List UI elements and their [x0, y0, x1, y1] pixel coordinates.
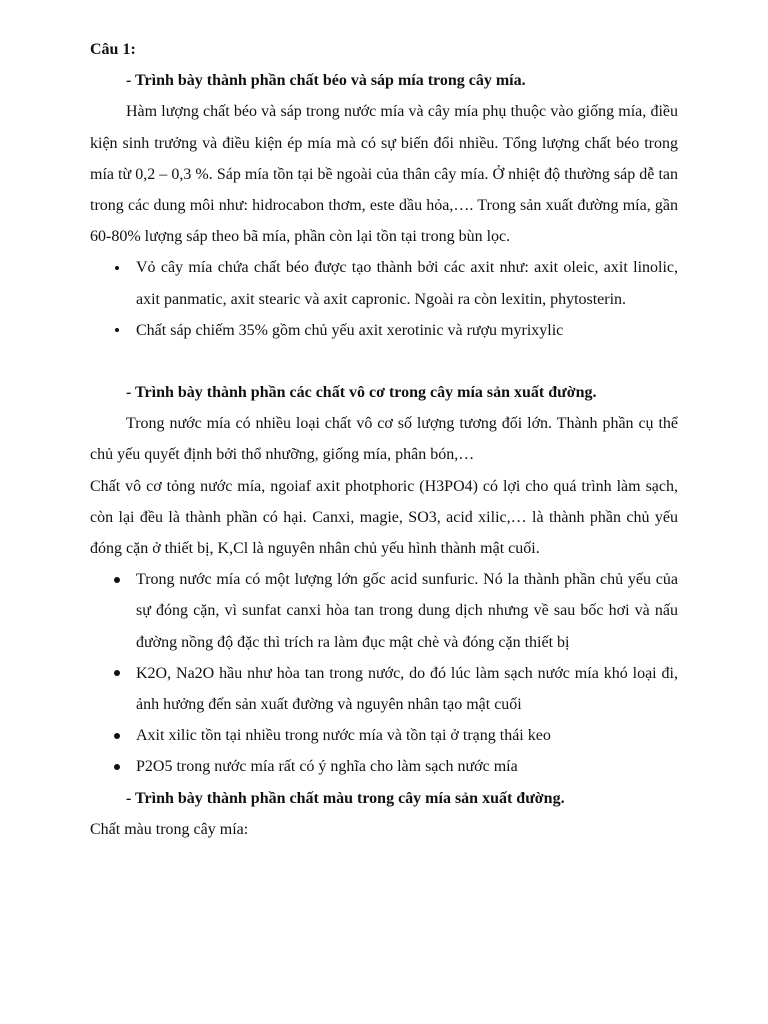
section1-bullet-list	[90, 252, 678, 346]
section1-heading: - Trình bày thành phần chất béo và sáp mía trong cây mía.	[126, 72, 526, 90]
bullet-icon	[112, 564, 122, 595]
list-item-text: K2O, Na2O hầu như hòa tan trong nước, do đó lúc làm sạch nước mía khó loại đi, ảnh hưởng đến sản xuất đường và nguyên nhân tạo mật cuối	[136, 664, 678, 714]
list-item-text: Axit xilic tồn tại nhiều trong nước mía và tồn tại ở trạng thái keo	[136, 727, 551, 745]
list-item-text: Trong nước mía có một lượng lớn gốc acid sunfuric. Nó la thành phần chủ yếu của sự đóng cặn, vì sunfat canxi hòa tan trong dung dịch nhưng về sau bốc hơi và nấu đường nồng độ đặc thì trích ra làm đục mật chè và đóng cặn thiết bị	[136, 571, 678, 651]
question-label: Câu 1:	[90, 41, 136, 58]
list-item-text: Chất sáp chiếm 35% gồm chủ yếu axit xerotinic và rượu myrixylic	[136, 321, 564, 339]
bullet-icon	[112, 751, 122, 782]
section1-paragraph: Hàm lượng chất béo và sáp trong nước mía và cây mía phụ thuộc vào giống mía, điều kiện sinh trưởng và điều kiện ép mía mà có sự biến đổi nhiều. Tổng lượng chất béo trong mía từ 0,2 – 0,3 %. Sáp mía tồn tại bề ngoài của thân cây mía. Ở nhiệt độ thường sáp dễ tan trong các dung môi như: hidrocabon thơm, este dầu hỏa,…. Trong sản xuất đường mía, gần 60-80% lượng sáp theo bã mía, phần còn lại tồn tại trong bùn lọc.	[90, 103, 678, 246]
section3-paragraph: Chất màu trong cây mía:	[90, 820, 249, 838]
bullet-icon	[112, 720, 122, 751]
section2-paragraph-1: Trong nước mía có nhiều loại chất vô cơ số lượng tương đối lớn. Thành phần cụ thể chủ yếu quyết định bởi thổ nhưỡng, giống mía, phân bón,…	[90, 415, 678, 464]
section2-heading: - Trình bày thành phần các chất vô cơ trong cây mía sản xuất đường.	[126, 384, 597, 402]
list-item	[90, 564, 678, 658]
section3-heading: - Trình bày thành phần chất màu trong cây mía sản xuất đường.	[126, 789, 565, 807]
bullet-icon	[112, 315, 122, 346]
list-item	[90, 315, 678, 346]
section2-paragraph-2: Chất vô cơ tỏng nước mía, ngoiaf axit photphoric (H3PO4) có lợi cho quá trình làm sạch, còn lại đều là thành phần có hại. Canxi, magie, SO3, acid xilic,… là thành phần chủ yếu đóng cặn ở thiết bị, K,Cl là nguyên nhân chủ yếu hình thành mật cuối.	[90, 477, 678, 558]
list-item	[90, 252, 678, 314]
bullet-icon	[112, 252, 122, 283]
section2-bullet-list	[90, 564, 678, 782]
bullet-icon	[112, 658, 122, 689]
list-item-text: Vỏ cây mía chứa chất béo được tạo thành bởi các axit như: axit oleic, axit linolic, axit panmatic, axit stearic và axit capronic. Ngoài ra còn lexitin, phytosterin.	[136, 259, 678, 308]
list-item	[90, 720, 678, 751]
document-page	[90, 34, 678, 845]
list-item	[90, 658, 678, 720]
list-item	[90, 751, 678, 782]
list-item-text: P2O5 trong nước mía rất có ý nghĩa cho làm sạch nước mía	[136, 758, 518, 776]
blank-line	[90, 346, 678, 377]
